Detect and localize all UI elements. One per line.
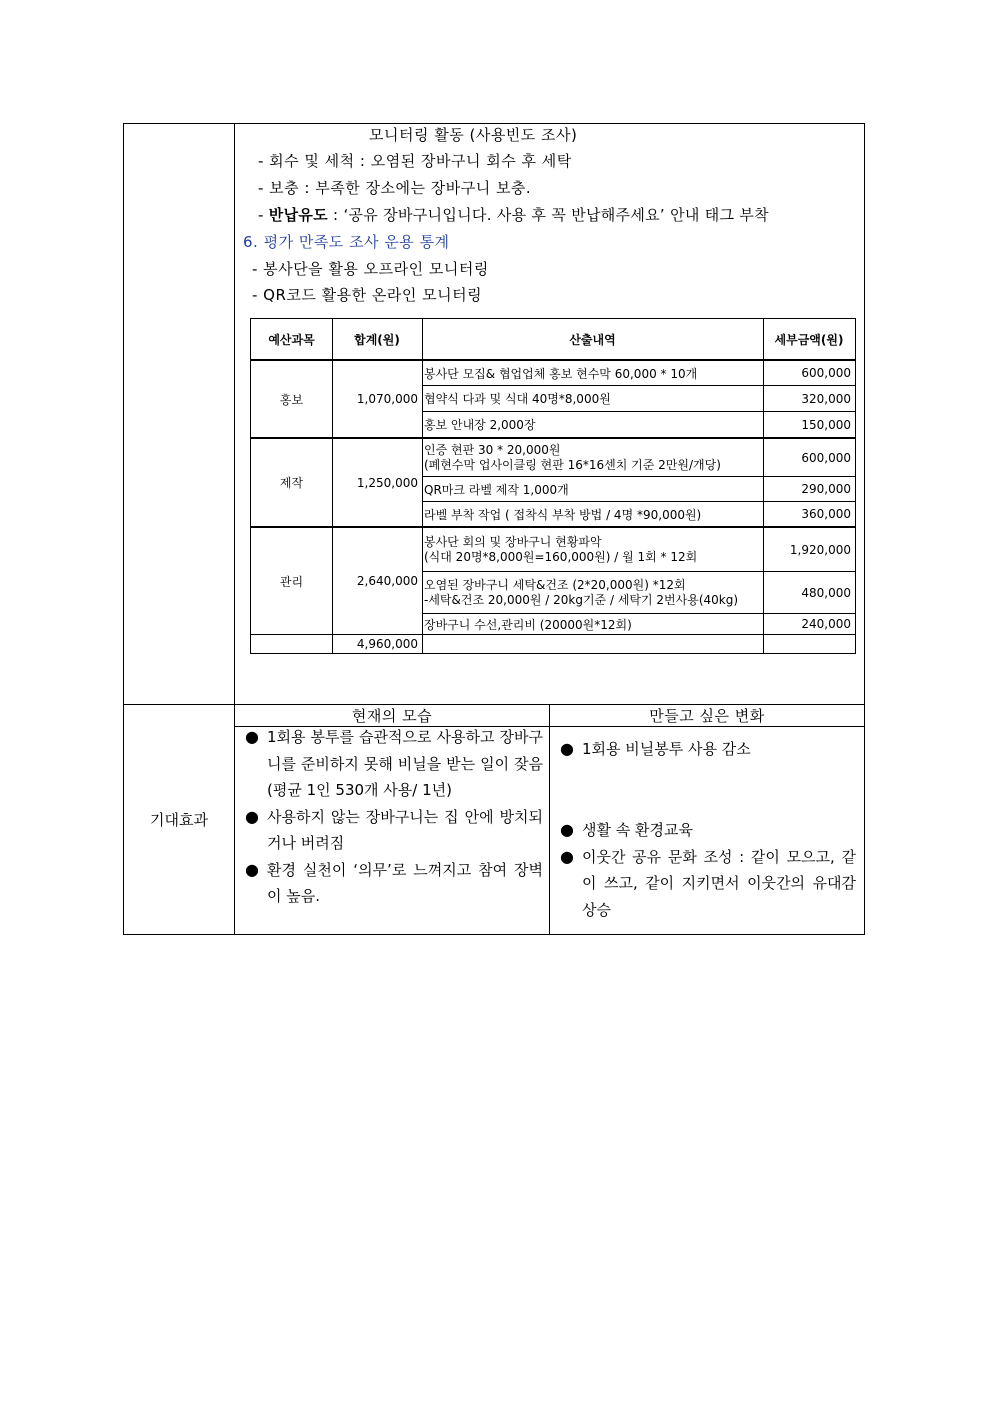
monitoring-line-return: [258, 204, 769, 225]
detail-row: [422, 572, 763, 613]
list-item: ● 환경 실천이 ‘의무’로 느껴지고 참여 장벽이 높음.: [245, 857, 543, 910]
desired-change-list-2: [560, 817, 856, 923]
bullet-icon: ●: [245, 806, 259, 826]
amount-cell: 320,000: [801, 391, 851, 406]
header-category: 예산과목: [268, 332, 315, 347]
monitoring-line-refill: - 보충 : 부족한 장소에는 장바구니 보충.: [258, 179, 532, 197]
amount-cell: 290,000: [801, 482, 851, 496]
current-state-header: 현재의 모습: [351, 707, 433, 725]
desired-change-header: 만들고 싶은 변화: [649, 707, 765, 725]
category-management: 관리: [279, 574, 304, 589]
category-promotion: 홍보: [279, 392, 304, 407]
total-production: 1,250,000: [356, 475, 418, 490]
section-6-heading: 6. 평가 만족도 조사 운용 통계: [243, 233, 450, 251]
list-item: ● 1회용 비닐봉투 사용 감소: [560, 736, 856, 763]
list-item: ● 사용하지 않는 장바구니는 집 안에 방치되거나 버려짐: [245, 804, 543, 857]
monitoring-title: 모니터링 활동 (사용빈도 조사): [369, 126, 578, 144]
header-details: 산출내역: [569, 332, 616, 347]
detail-row: 홍보 안내장 2,000장: [424, 418, 536, 432]
detail-row: 협약식 다과 및 식대 40명*8,000원: [424, 392, 611, 406]
effects-column-divider: [549, 705, 550, 934]
detail-line-1: 봉사단 회의 및 장바구니 현황파악: [424, 534, 602, 549]
plan-table: [123, 123, 865, 935]
desired-change-list: [560, 736, 856, 763]
current-state-list: [245, 724, 543, 910]
detail-row: QR마크 라벨 제작 1,000개: [424, 482, 569, 497]
online-monitoring-line: - QR코드 활용한 온라인 모니터링: [252, 286, 483, 304]
total-promotion: 1,070,000: [356, 392, 418, 406]
list-item: ● 이웃간 공유 문화 조성 : 같이 모으고, 같이 쓰고, 같이 지키면서 이웃간의 유대감 상승: [560, 844, 856, 924]
bullet-icon: ●: [245, 859, 259, 879]
detail-line-2: (폐현수막 업사이클링 현판 16*16센치 기준 2만원/개당): [424, 457, 721, 472]
column-divider: [234, 124, 235, 934]
bullet-icon: ●: [560, 739, 574, 758]
expected-effects-label: 기대효과: [150, 811, 208, 829]
return-prefix: -: [258, 206, 269, 224]
category-production: 제작: [279, 476, 304, 490]
header-total: 합계(원): [354, 332, 400, 347]
amount-cell: 600,000: [801, 366, 851, 380]
amount-cell: 600,000: [801, 450, 851, 465]
total-management: 2,640,000: [356, 574, 418, 588]
list-item: ● 1회용 봉투를 습관적으로 사용하고 장바구니를 준비하지 못해 비닐을 받는 일이 잦음(평균 1인 530개 사용/ 1년): [245, 724, 543, 804]
detail-row: 봉사단 모집& 협업업체 홍보 현수막 60,000 * 10개: [424, 366, 698, 381]
budget-table: [250, 318, 856, 654]
offline-monitoring-line: - 봉사단을 활용 오프라인 모니터링: [252, 260, 489, 278]
detail-row: [422, 528, 763, 571]
bullet-icon: ●: [560, 820, 574, 839]
return-bold-label: 반납유도: [268, 206, 328, 224]
detail-line-2: -세탁&건조 20,000원 / 20kg기준 / 세탁기 2번사용(40kg): [424, 592, 739, 607]
monitoring-line-wash: - 회수 및 세척 : 오염된 장바구니 회수 후 세탁: [258, 152, 572, 170]
amount-cell: 150,000: [801, 417, 851, 432]
amount-cell: 480,000: [801, 585, 851, 600]
detail-line-2: (식대 20명*8,000원=160,000원) / 월 1회 * 12회: [424, 549, 698, 564]
amount-cell: 360,000: [801, 507, 851, 521]
return-rest: : ‘공유 장바구니입니다. 사용 후 꼭 반납해주세요’ 안내 태그 부착: [327, 206, 769, 224]
bullet-icon: ●: [560, 846, 574, 866]
detail-row: 라벨 부착 작업 ( 접착식 부착 방법 / 4명 *90,000원): [424, 507, 702, 522]
detail-row: 장바구니 수선,관리비 (20000원*12회): [424, 617, 632, 632]
grand-total: 4,960,000: [356, 637, 418, 651]
bullet-icon: ●: [245, 727, 259, 746]
header-amount: 세부금액(원): [774, 332, 844, 347]
detail-line-1: 오염된 장바구니 세탁&건조 (2*20,000원) *12회: [424, 577, 686, 592]
list-item: ● 생활 속 환경교육: [560, 817, 856, 844]
amount-cell: 240,000: [801, 617, 851, 631]
amount-cell: 1,920,000: [789, 542, 851, 557]
detail-line-1: 인증 현판 30 * 20,000원: [424, 442, 561, 457]
detail-row: [422, 439, 763, 476]
